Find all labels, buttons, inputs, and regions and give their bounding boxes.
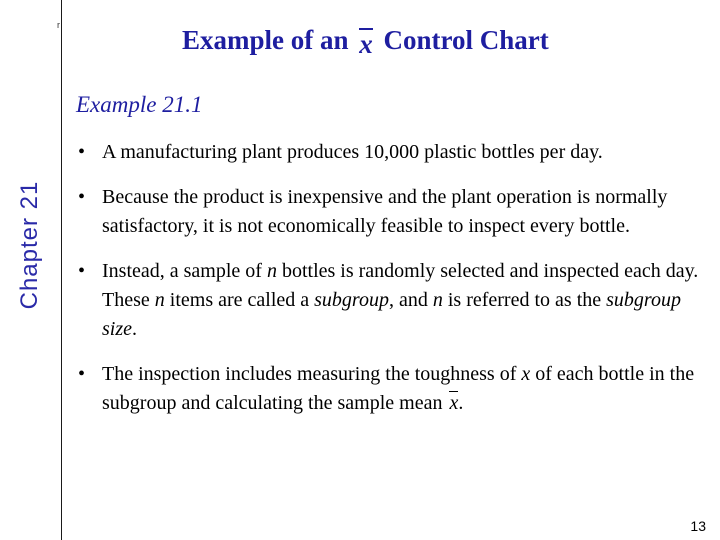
slide-title [182,24,549,59]
title-xbar-symbol: x [359,29,373,59]
bullet-text: , and [388,289,433,311]
variable-x: x [521,363,531,385]
bullet-text: bottles is randomly selected and inspected each day. These [102,260,699,311]
bullet-text: A manufacturing plant produces 10,000 plastic bottles per day. [102,141,603,163]
variable-n: n [266,260,277,282]
bullet-text: . [132,318,137,340]
bullet-item [78,257,710,344]
bullet-item [78,183,710,241]
bullet-text: . [458,392,464,414]
chapter-sidebar [0,0,62,540]
bullet-text: Because the product is inexpensive and the plant operation is normally satisfactory, it is not economically feasible to inspect every bottle. [102,186,668,237]
bullet-item [78,138,710,167]
sample-mean-symbol: x [449,392,459,414]
variable-n: n [432,289,443,311]
chapter-label: Chapter 21 [16,180,43,310]
bullet-text: of each bottle in the subgroup and calculating the sample mean [102,363,695,414]
bullet-text: The inspection includes measuring the toughness of [102,363,522,385]
slide-subtitle: Example 21.1 [76,92,203,117]
bullet-list [78,138,710,434]
term-subgroup: subgroup [314,289,389,311]
bullet-text: Instead, a sample of [102,260,267,282]
bullet-text: is referred to as the [442,289,607,311]
corner-mark: r [57,20,60,30]
page-number: 13 [690,518,706,534]
title-text-after: Control Chart [383,25,549,55]
variable-n: n [154,289,165,311]
term-subgroup-size: subgroup size [102,289,681,340]
bullet-item [78,360,710,418]
title-text-before: Example of an [182,25,349,55]
bullet-text: items are called a [164,289,315,311]
